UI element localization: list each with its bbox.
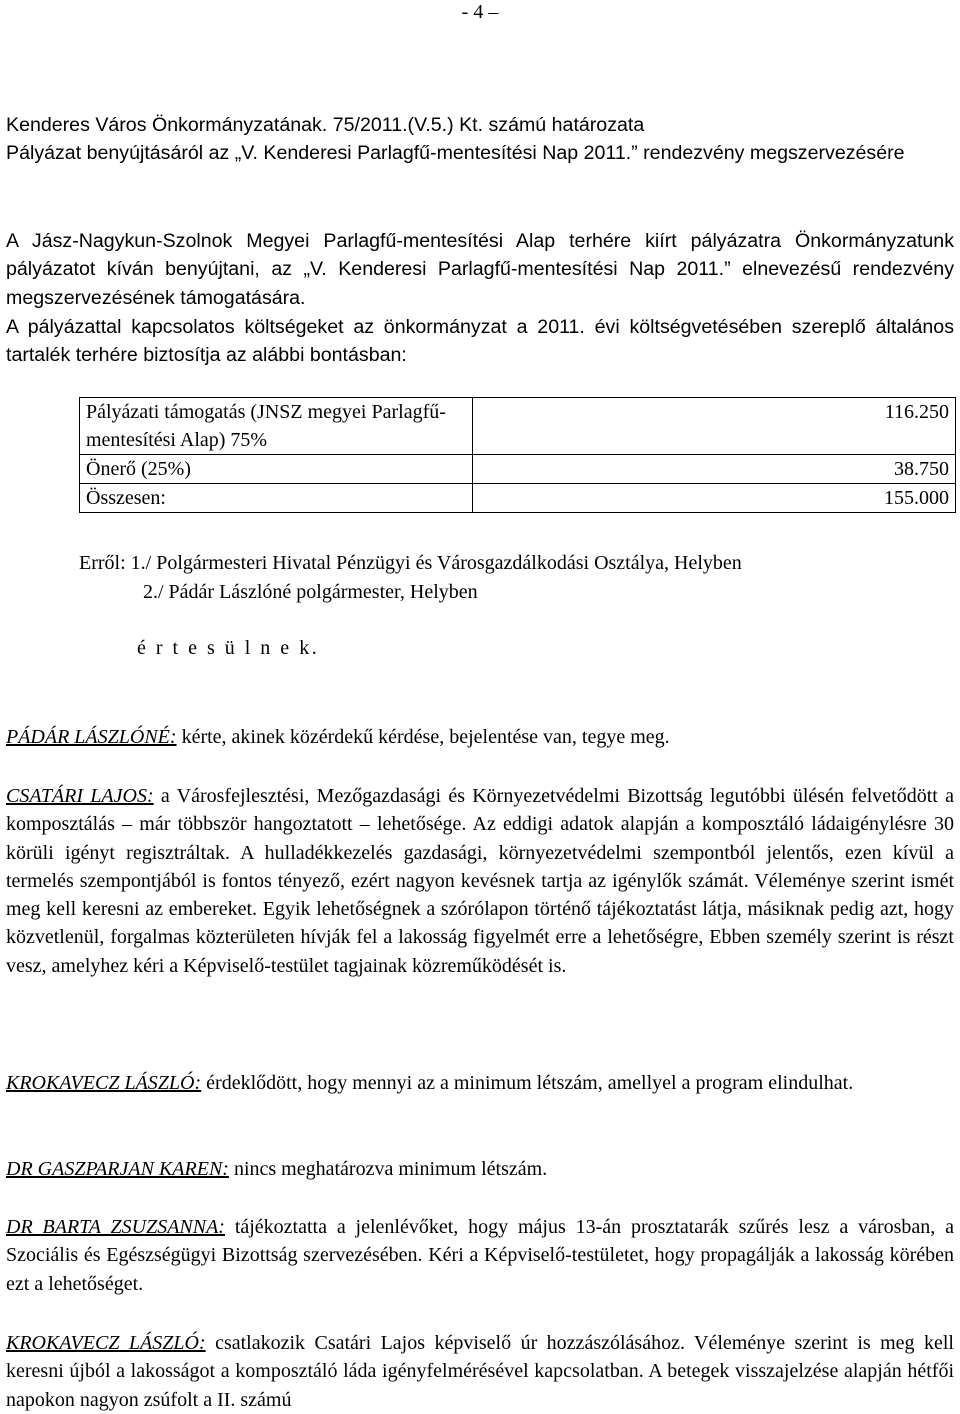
cost-amount: 155.000	[473, 484, 956, 513]
notified-label: é r t e s ü l n e k.	[137, 637, 320, 659]
resolution-paragraph-1: A Jász-Nagykun-Szolnok Megyei Parlagfű-mentesítési Alap terhére kiírt pályázatra Önkormányzatunk pályázatot kíván benyújtani, az „V. Kenderesi Parlagfű-mentesítési Nap 2011.” elnevezésű rendezvény megszervezésének támogatására.	[6, 230, 954, 309]
resolution-title-line1: Kenderes Város Önkormányzatának. 75/2011.(V.5.) Kt. számú határozata	[6, 114, 645, 136]
page-number: - 4 –	[461, 1, 499, 23]
minutes-entry	[6, 1329, 954, 1414]
speaker-text: nincs meghatározva minimum létszám.	[228, 1158, 548, 1180]
minutes-entry	[6, 1069, 954, 1097]
table-row	[80, 484, 956, 513]
table-row	[80, 398, 956, 455]
speaker-name: CSATÁRI LAJOS:	[6, 785, 154, 807]
resolution-title-line2: Pályázat benyújtásáról az „V. Kenderesi Parlagfű-mentesítési Nap 2011.” rendezvény megszervezésére	[6, 142, 905, 165]
speaker-name: KROKAVECZ LÁSZLÓ:	[6, 1072, 202, 1094]
speaker-name: DR GASZPARJAN KAREN:	[6, 1158, 229, 1180]
minutes-entry	[6, 782, 954, 980]
speaker-name: PÁDÁR LÁSZLÓNÉ:	[6, 726, 177, 748]
notify-item-1: 1./ Polgármesteri Hivatal Pénzügyi és Városgazdálkodási Osztálya, Helyben	[130, 552, 742, 574]
minutes-entry	[6, 1155, 954, 1183]
resolution-title	[6, 111, 954, 168]
notify-prefix: Erről:	[79, 552, 126, 574]
notify-item-2: 2./ Pádár Lászlóné polgármester, Helyben	[143, 581, 478, 603]
cost-amount: 116.250	[473, 398, 956, 455]
speaker-text: kérte, akinek közérdekű kérdése, bejelentése van, tegye meg.	[176, 726, 670, 748]
cost-label: Önerő (25%)	[80, 455, 473, 484]
speaker-name: DR BARTA ZSUZSANNA:	[6, 1216, 225, 1238]
resolution-paragraph-2: A pályázattal kapcsolatos költségeket az önkormányzat a 2011. évi költségvetésében szereplő általános tartalék terhére biztosítja az alábbi bontásban:	[6, 316, 954, 367]
cost-table	[79, 397, 956, 513]
cost-label: Összesen:	[80, 484, 473, 513]
cost-amount: 38.750	[473, 455, 956, 484]
minutes-entry	[6, 1213, 954, 1298]
speaker-text: érdeklődött, hogy mennyi az a minimum létszám, amellyel a program elindulhat.	[201, 1072, 854, 1094]
minutes-entry	[6, 723, 954, 751]
cost-label: Pályázati támogatás (JNSZ megyei Parlagfű-mentesítési Alap) 75%	[80, 398, 473, 455]
notify-line-1	[79, 549, 742, 577]
speaker-text: tájékoztatta a jelenlévőket, hogy május 13-án prosztatarák szűrés lesz a városban, a Szociális és Egészségügyi Bizottság szervezésében. Kéri a Képviselő-testületet, hogy propagálják a lakosság körében ezt a lehetőséget.	[6, 1216, 954, 1295]
speaker-name: KROKAVECZ LÁSZLÓ:	[6, 1332, 206, 1354]
table-row	[80, 455, 956, 484]
speaker-text: csatlakozik Csatári Lajos képviselő úr hozzászólásához. Véleménye szerint is meg kell keresni újból a lakosságot a komposztáló láda igényfelmérésével kapcsolatban. A betegek visszajelzése alapján hétfői napokon nagyon zsúfolt a II. számú	[6, 1332, 954, 1411]
speaker-text: a Városfejlesztési, Mezőgazdasági és Környezetvédelmi Bizottság legutóbbi ülésén felvetődött a komposztálás – már többször hangoztatott – lehetősége. Az eddigi adatok alapján a komposztáló ládaigénylésre 30 körüli igényt regisztráltak. A hulladékkezelés gazdasági, környezetvédelmi szempontból jelentős, ezen kívül a termelés szempontjából is fontos tényező, ezért nagyon kevésnek tartja az igénylők számát. Véleménye szerint ismét meg kell keresni az embereket. Egyik lehetőségnek a szórólapon történő tájékoztatást látja, másiknak pedig azt, hogy közvetlenül, forgalmas közterületen hívják fel a lakosság figyelmét erre a lehetőségre, Ebben személy szerint is részt vesz, amelyhez kéri a Képviselő-testület tagjainak közreműködését is.	[6, 785, 954, 977]
